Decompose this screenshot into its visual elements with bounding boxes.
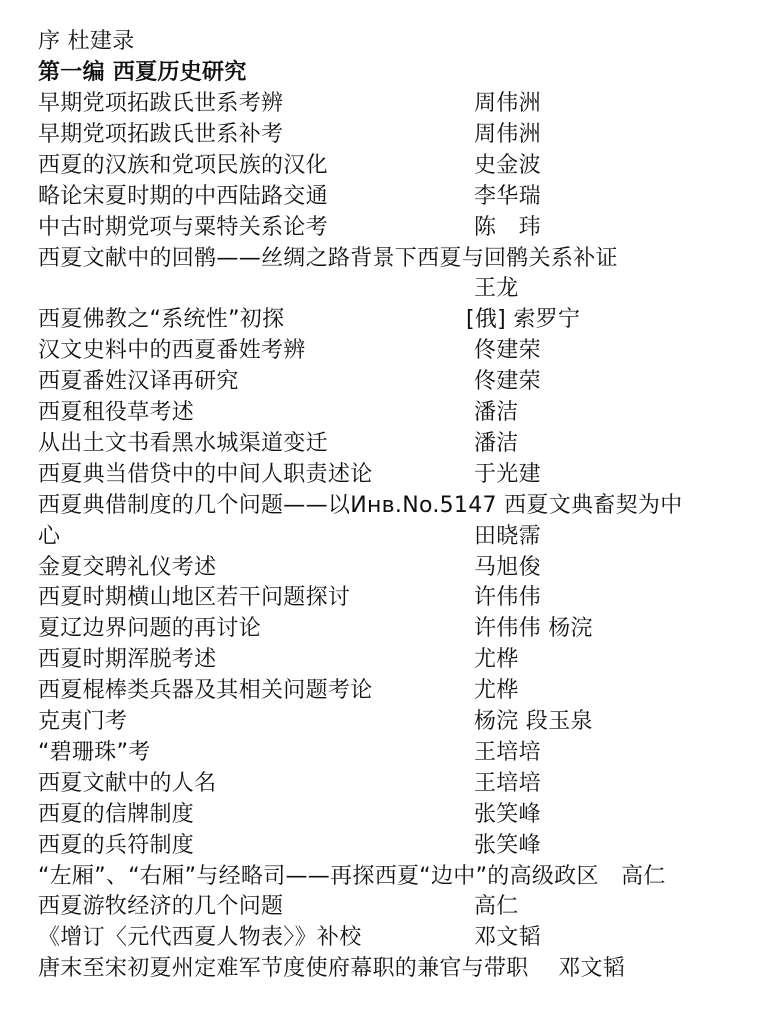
section-title: 第一编 西夏历史研究 bbox=[38, 60, 247, 85]
entry-title: 西夏文献中的人名 bbox=[38, 770, 217, 796]
entry-title: 略论宋夏时期的中西陆路交通 bbox=[38, 183, 328, 209]
preface-line: 序 杜建录 bbox=[38, 29, 135, 54]
toc-entry bbox=[38, 737, 541, 768]
toc-entry bbox=[38, 304, 581, 335]
toc-entry bbox=[38, 582, 541, 613]
entry-title: 西夏文献中的回鹘——丝绸之路背景下西夏与回鹘关系补证 bbox=[38, 245, 618, 271]
entry-title: 西夏典当借贷中的中间人职责述论 bbox=[38, 461, 373, 487]
entry-author: 尤桦 bbox=[474, 647, 519, 673]
entry-title: 西夏典借制度的几个问题——以Инв.No.5147 西夏文典畜契为中 bbox=[38, 492, 683, 518]
toc-entry bbox=[38, 644, 519, 675]
toc-entry bbox=[38, 119, 541, 150]
toc-entry bbox=[38, 212, 541, 243]
toc-entry bbox=[38, 459, 541, 490]
toc-entry bbox=[38, 397, 519, 428]
toc-entry bbox=[38, 150, 541, 181]
entry-title: 早期党项拓跋氏世系考辨 bbox=[38, 91, 284, 116]
entry-author: 邓文韬 bbox=[474, 925, 541, 951]
entry-author: 佟建荣 bbox=[474, 369, 541, 395]
entry-author: 尤桦 bbox=[474, 678, 519, 704]
entry-author: 张笑峰 bbox=[474, 832, 541, 858]
toc-entry bbox=[38, 181, 541, 212]
entry-title: 西夏的信牌制度 bbox=[38, 801, 195, 827]
entry-title: 夏辽边界问题的再讨论 bbox=[38, 616, 262, 642]
entry-author: 马旭俊 bbox=[474, 554, 541, 580]
toc-entry bbox=[38, 88, 541, 119]
entry-author: 陈 玮 bbox=[474, 214, 541, 240]
entry-title: 西夏的兵符制度 bbox=[38, 832, 195, 858]
entry-author: 周伟洲 bbox=[474, 91, 541, 116]
entry-author: 佟建荣 bbox=[474, 338, 541, 364]
entry-title: 金夏交聘礼仪考述 bbox=[38, 554, 217, 580]
toc-entry bbox=[38, 675, 519, 706]
entry-title: “碧珊珠”考 bbox=[38, 739, 151, 765]
toc-entry bbox=[38, 830, 541, 861]
entry-title: 《增订〈元代西夏人物表〉》补校 bbox=[38, 925, 362, 951]
toc-entry bbox=[38, 768, 541, 799]
entry-author: 潘洁 bbox=[474, 430, 519, 456]
toc-entry bbox=[38, 891, 519, 922]
entry-title: 早期党项拓跋氏世系补考 bbox=[38, 121, 284, 147]
entry-author: 高仁 bbox=[474, 894, 519, 920]
toc-entry bbox=[38, 243, 618, 274]
toc-entry bbox=[38, 490, 683, 521]
entry-title: 西夏佛教之“系统性”初探 bbox=[38, 307, 285, 333]
toc-entry bbox=[38, 521, 541, 552]
toc-entry bbox=[38, 953, 625, 984]
entry-author: 周伟洲 bbox=[474, 121, 541, 147]
toc-entry bbox=[38, 861, 666, 892]
toc-entry bbox=[38, 428, 519, 459]
entry-title: 唐末至宋初夏州定难军节度使府幕职的兼官与带职 邓文韬 bbox=[38, 956, 626, 982]
toc-entry bbox=[38, 799, 541, 830]
toc-entry bbox=[38, 335, 541, 366]
entry-title: 中古时期党项与粟特关系论考 bbox=[38, 214, 328, 240]
entry-author: 于光建 bbox=[474, 461, 541, 487]
entry-title: 西夏时期横山地区若干问题探讨 bbox=[38, 585, 351, 611]
toc-entry bbox=[38, 706, 593, 737]
entry-author: 许伟伟 杨浣 bbox=[474, 616, 593, 642]
entry-title: 西夏棍棒类兵器及其相关问题考论 bbox=[38, 678, 373, 704]
entry-title: 心 bbox=[38, 523, 61, 549]
entry-title: 西夏的汉族和党项民族的汉化 bbox=[38, 152, 328, 178]
entry-author: [俄] 索罗宁 bbox=[466, 307, 581, 333]
entry-title: 西夏时期浑脱考述 bbox=[38, 647, 217, 673]
entry-author: 王培培 bbox=[474, 770, 541, 796]
toc-entry bbox=[38, 922, 541, 953]
entry-title: 克夷门考 bbox=[38, 709, 128, 734]
toc-entry bbox=[38, 366, 541, 397]
entry-title: 西夏番姓汉译再研究 bbox=[38, 369, 239, 395]
entry-title: 西夏游牧经济的几个问题 bbox=[38, 894, 284, 920]
entry-title: 西夏租役草考述 bbox=[38, 400, 195, 425]
entry-author: 潘洁 bbox=[474, 400, 519, 425]
entry-title: “左厢”、“右厢”与经略司——再探西夏“边中”的高级政区 高仁 bbox=[38, 863, 666, 889]
entry-author: 王龙 bbox=[474, 276, 519, 302]
entry-title: 汉文史料中的西夏番姓考辨 bbox=[38, 338, 306, 364]
entry-author: 王培培 bbox=[474, 739, 541, 765]
toc-entry bbox=[38, 552, 541, 583]
entry-author: 田晓霈 bbox=[474, 523, 541, 549]
entry-author: 张笑峰 bbox=[474, 801, 541, 827]
toc-entry bbox=[38, 613, 593, 644]
entry-author: 许伟伟 bbox=[474, 585, 541, 611]
entry-author: 史金波 bbox=[474, 152, 541, 178]
entry-author: 李华瑞 bbox=[474, 183, 541, 209]
entry-author: 杨浣 段玉泉 bbox=[474, 709, 593, 734]
entry-title: 从出土文书看黑水城渠道变迁 bbox=[38, 430, 328, 456]
